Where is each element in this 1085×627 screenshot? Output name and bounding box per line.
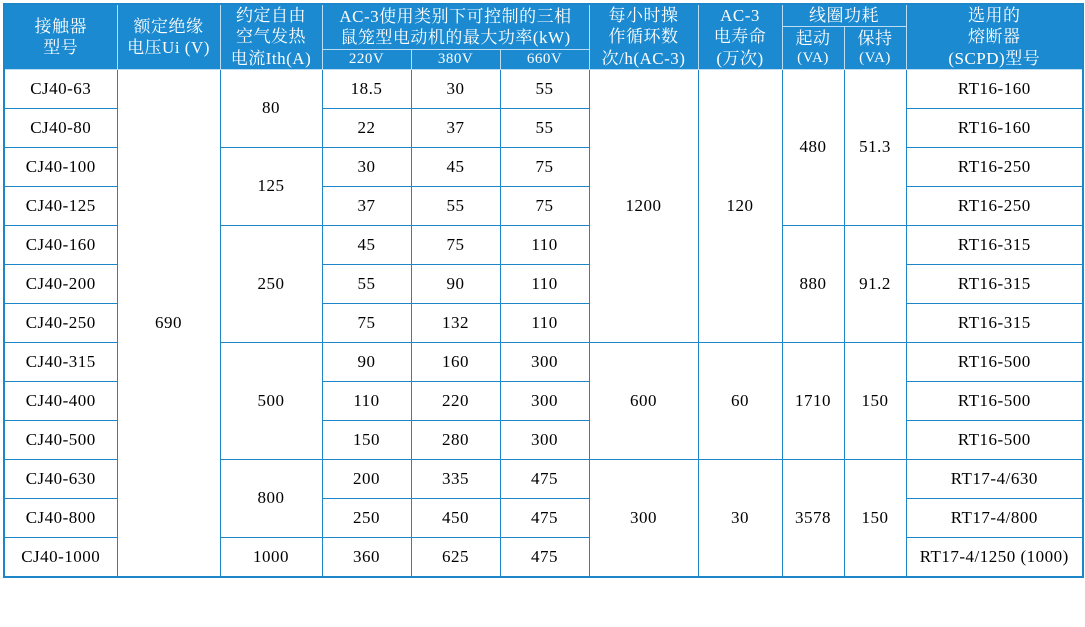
cell-power-220v: 55 bbox=[322, 264, 411, 303]
header-voltage-220v: 220V bbox=[322, 50, 411, 70]
cell-power-380v: 55 bbox=[411, 186, 500, 225]
cell-model: CJ40-80 bbox=[4, 108, 117, 147]
cell-model: CJ40-250 bbox=[4, 303, 117, 342]
cell-scpd: RT16-500 bbox=[906, 342, 1083, 381]
cell-coil-start: 480 bbox=[782, 69, 844, 225]
header-ac3-electrical-life: AC-3 电寿命 (万次) bbox=[698, 4, 782, 69]
header-coil-consumption-group: 线圈功耗 bbox=[782, 4, 906, 27]
cell-power-660v: 55 bbox=[500, 108, 589, 147]
cell-power-380v: 450 bbox=[411, 498, 500, 537]
cell-power-660v: 475 bbox=[500, 459, 589, 498]
cell-coil-start: 3578 bbox=[782, 459, 844, 577]
cell-power-660v: 55 bbox=[500, 69, 589, 108]
cell-operating-cycles: 300 bbox=[589, 459, 698, 577]
cell-scpd: RT16-500 bbox=[906, 420, 1083, 459]
cell-power-380v: 30 bbox=[411, 69, 500, 108]
header-ac3-power-group: AC-3使用类别下可控制的三相 鼠笼型电动机的最大功率(kW) bbox=[322, 4, 589, 50]
cell-power-660v: 475 bbox=[500, 537, 589, 577]
cell-thermal-current: 500 bbox=[220, 342, 322, 459]
cell-model: CJ40-125 bbox=[4, 186, 117, 225]
cell-power-660v: 110 bbox=[500, 303, 589, 342]
cell-power-380v: 335 bbox=[411, 459, 500, 498]
cell-power-660v: 475 bbox=[500, 498, 589, 537]
table-row bbox=[4, 69, 1083, 108]
cell-power-660v: 75 bbox=[500, 147, 589, 186]
cell-power-220v: 200 bbox=[322, 459, 411, 498]
cell-power-380v: 132 bbox=[411, 303, 500, 342]
cell-power-660v: 110 bbox=[500, 225, 589, 264]
header-rated-insulation-voltage: 额定绝缘 电压Ui (V) bbox=[117, 4, 220, 69]
cell-model: CJ40-400 bbox=[4, 381, 117, 420]
cell-coil-start: 880 bbox=[782, 225, 844, 342]
cell-power-220v: 75 bbox=[322, 303, 411, 342]
cell-power-380v: 625 bbox=[411, 537, 500, 577]
cell-coil-hold: 150 bbox=[844, 342, 906, 459]
cell-power-220v: 360 bbox=[322, 537, 411, 577]
header-model: 接触器 型号 bbox=[4, 4, 117, 69]
cell-thermal-current: 1000 bbox=[220, 537, 322, 577]
cell-operating-cycles: 600 bbox=[589, 342, 698, 459]
cell-thermal-current: 800 bbox=[220, 459, 322, 537]
cell-scpd: RT16-160 bbox=[906, 108, 1083, 147]
cell-model: CJ40-315 bbox=[4, 342, 117, 381]
cell-model: CJ40-630 bbox=[4, 459, 117, 498]
header-coil-start: 起动 (VA) bbox=[782, 27, 844, 70]
header-row-1 bbox=[4, 4, 1083, 27]
header-operating-cycles: 每小时操 作循环数 次/h(AC-3) bbox=[589, 4, 698, 69]
cell-scpd: RT16-500 bbox=[906, 381, 1083, 420]
cell-power-380v: 160 bbox=[411, 342, 500, 381]
cell-coil-hold: 51.3 bbox=[844, 69, 906, 225]
cell-thermal-current: 80 bbox=[220, 69, 322, 147]
cell-scpd: RT16-315 bbox=[906, 303, 1083, 342]
cell-thermal-current: 125 bbox=[220, 147, 322, 225]
cell-power-380v: 37 bbox=[411, 108, 500, 147]
header-voltage-380v: 380V bbox=[411, 50, 500, 70]
cell-power-380v: 220 bbox=[411, 381, 500, 420]
cell-power-380v: 280 bbox=[411, 420, 500, 459]
cell-power-220v: 90 bbox=[322, 342, 411, 381]
header-voltage-660v: 660V bbox=[500, 50, 589, 70]
cell-model: CJ40-1000 bbox=[4, 537, 117, 577]
cell-power-220v: 150 bbox=[322, 420, 411, 459]
cell-power-220v: 45 bbox=[322, 225, 411, 264]
cell-model: CJ40-160 bbox=[4, 225, 117, 264]
cell-model: CJ40-800 bbox=[4, 498, 117, 537]
cell-power-660v: 300 bbox=[500, 381, 589, 420]
cell-model: CJ40-63 bbox=[4, 69, 117, 108]
cell-coil-hold: 91.2 bbox=[844, 225, 906, 342]
header-scpd-fuse: 选用的 熔断器 (SCPD)型号 bbox=[906, 4, 1083, 69]
cell-scpd: RT16-250 bbox=[906, 147, 1083, 186]
cell-model: CJ40-500 bbox=[4, 420, 117, 459]
cell-power-220v: 110 bbox=[322, 381, 411, 420]
cell-power-660v: 110 bbox=[500, 264, 589, 303]
cell-power-660v: 300 bbox=[500, 342, 589, 381]
cell-model: CJ40-200 bbox=[4, 264, 117, 303]
cell-scpd: RT16-315 bbox=[906, 225, 1083, 264]
cell-scpd: RT16-250 bbox=[906, 186, 1083, 225]
cell-operating-cycles: 1200 bbox=[589, 69, 698, 342]
cell-power-380v: 90 bbox=[411, 264, 500, 303]
cell-power-220v: 22 bbox=[322, 108, 411, 147]
table-header bbox=[4, 4, 1083, 69]
cell-power-220v: 37 bbox=[322, 186, 411, 225]
cell-scpd: RT16-160 bbox=[906, 69, 1083, 108]
cell-scpd: RT16-315 bbox=[906, 264, 1083, 303]
cell-power-220v: 250 bbox=[322, 498, 411, 537]
cell-rated-insulation-voltage: 690 bbox=[117, 69, 220, 577]
cell-scpd: RT17-4/1250 (1000) bbox=[906, 537, 1083, 577]
cell-power-220v: 18.5 bbox=[322, 69, 411, 108]
cell-power-380v: 75 bbox=[411, 225, 500, 264]
cell-thermal-current: 250 bbox=[220, 225, 322, 342]
table-body bbox=[4, 69, 1083, 577]
cell-electrical-life: 120 bbox=[698, 69, 782, 342]
cell-power-660v: 75 bbox=[500, 186, 589, 225]
cell-scpd: RT17-4/800 bbox=[906, 498, 1083, 537]
cell-power-660v: 300 bbox=[500, 420, 589, 459]
cell-coil-hold: 150 bbox=[844, 459, 906, 577]
header-coil-hold: 保持 (VA) bbox=[844, 27, 906, 70]
header-conventional-thermal-current: 约定自由 空气发热 电流Ith(A) bbox=[220, 4, 322, 69]
cell-electrical-life: 30 bbox=[698, 459, 782, 577]
cell-power-380v: 45 bbox=[411, 147, 500, 186]
cell-electrical-life: 60 bbox=[698, 342, 782, 459]
contactor-spec-table bbox=[3, 3, 1084, 578]
cell-coil-start: 1710 bbox=[782, 342, 844, 459]
cell-model: CJ40-100 bbox=[4, 147, 117, 186]
cell-power-220v: 30 bbox=[322, 147, 411, 186]
cell-scpd: RT17-4/630 bbox=[906, 459, 1083, 498]
